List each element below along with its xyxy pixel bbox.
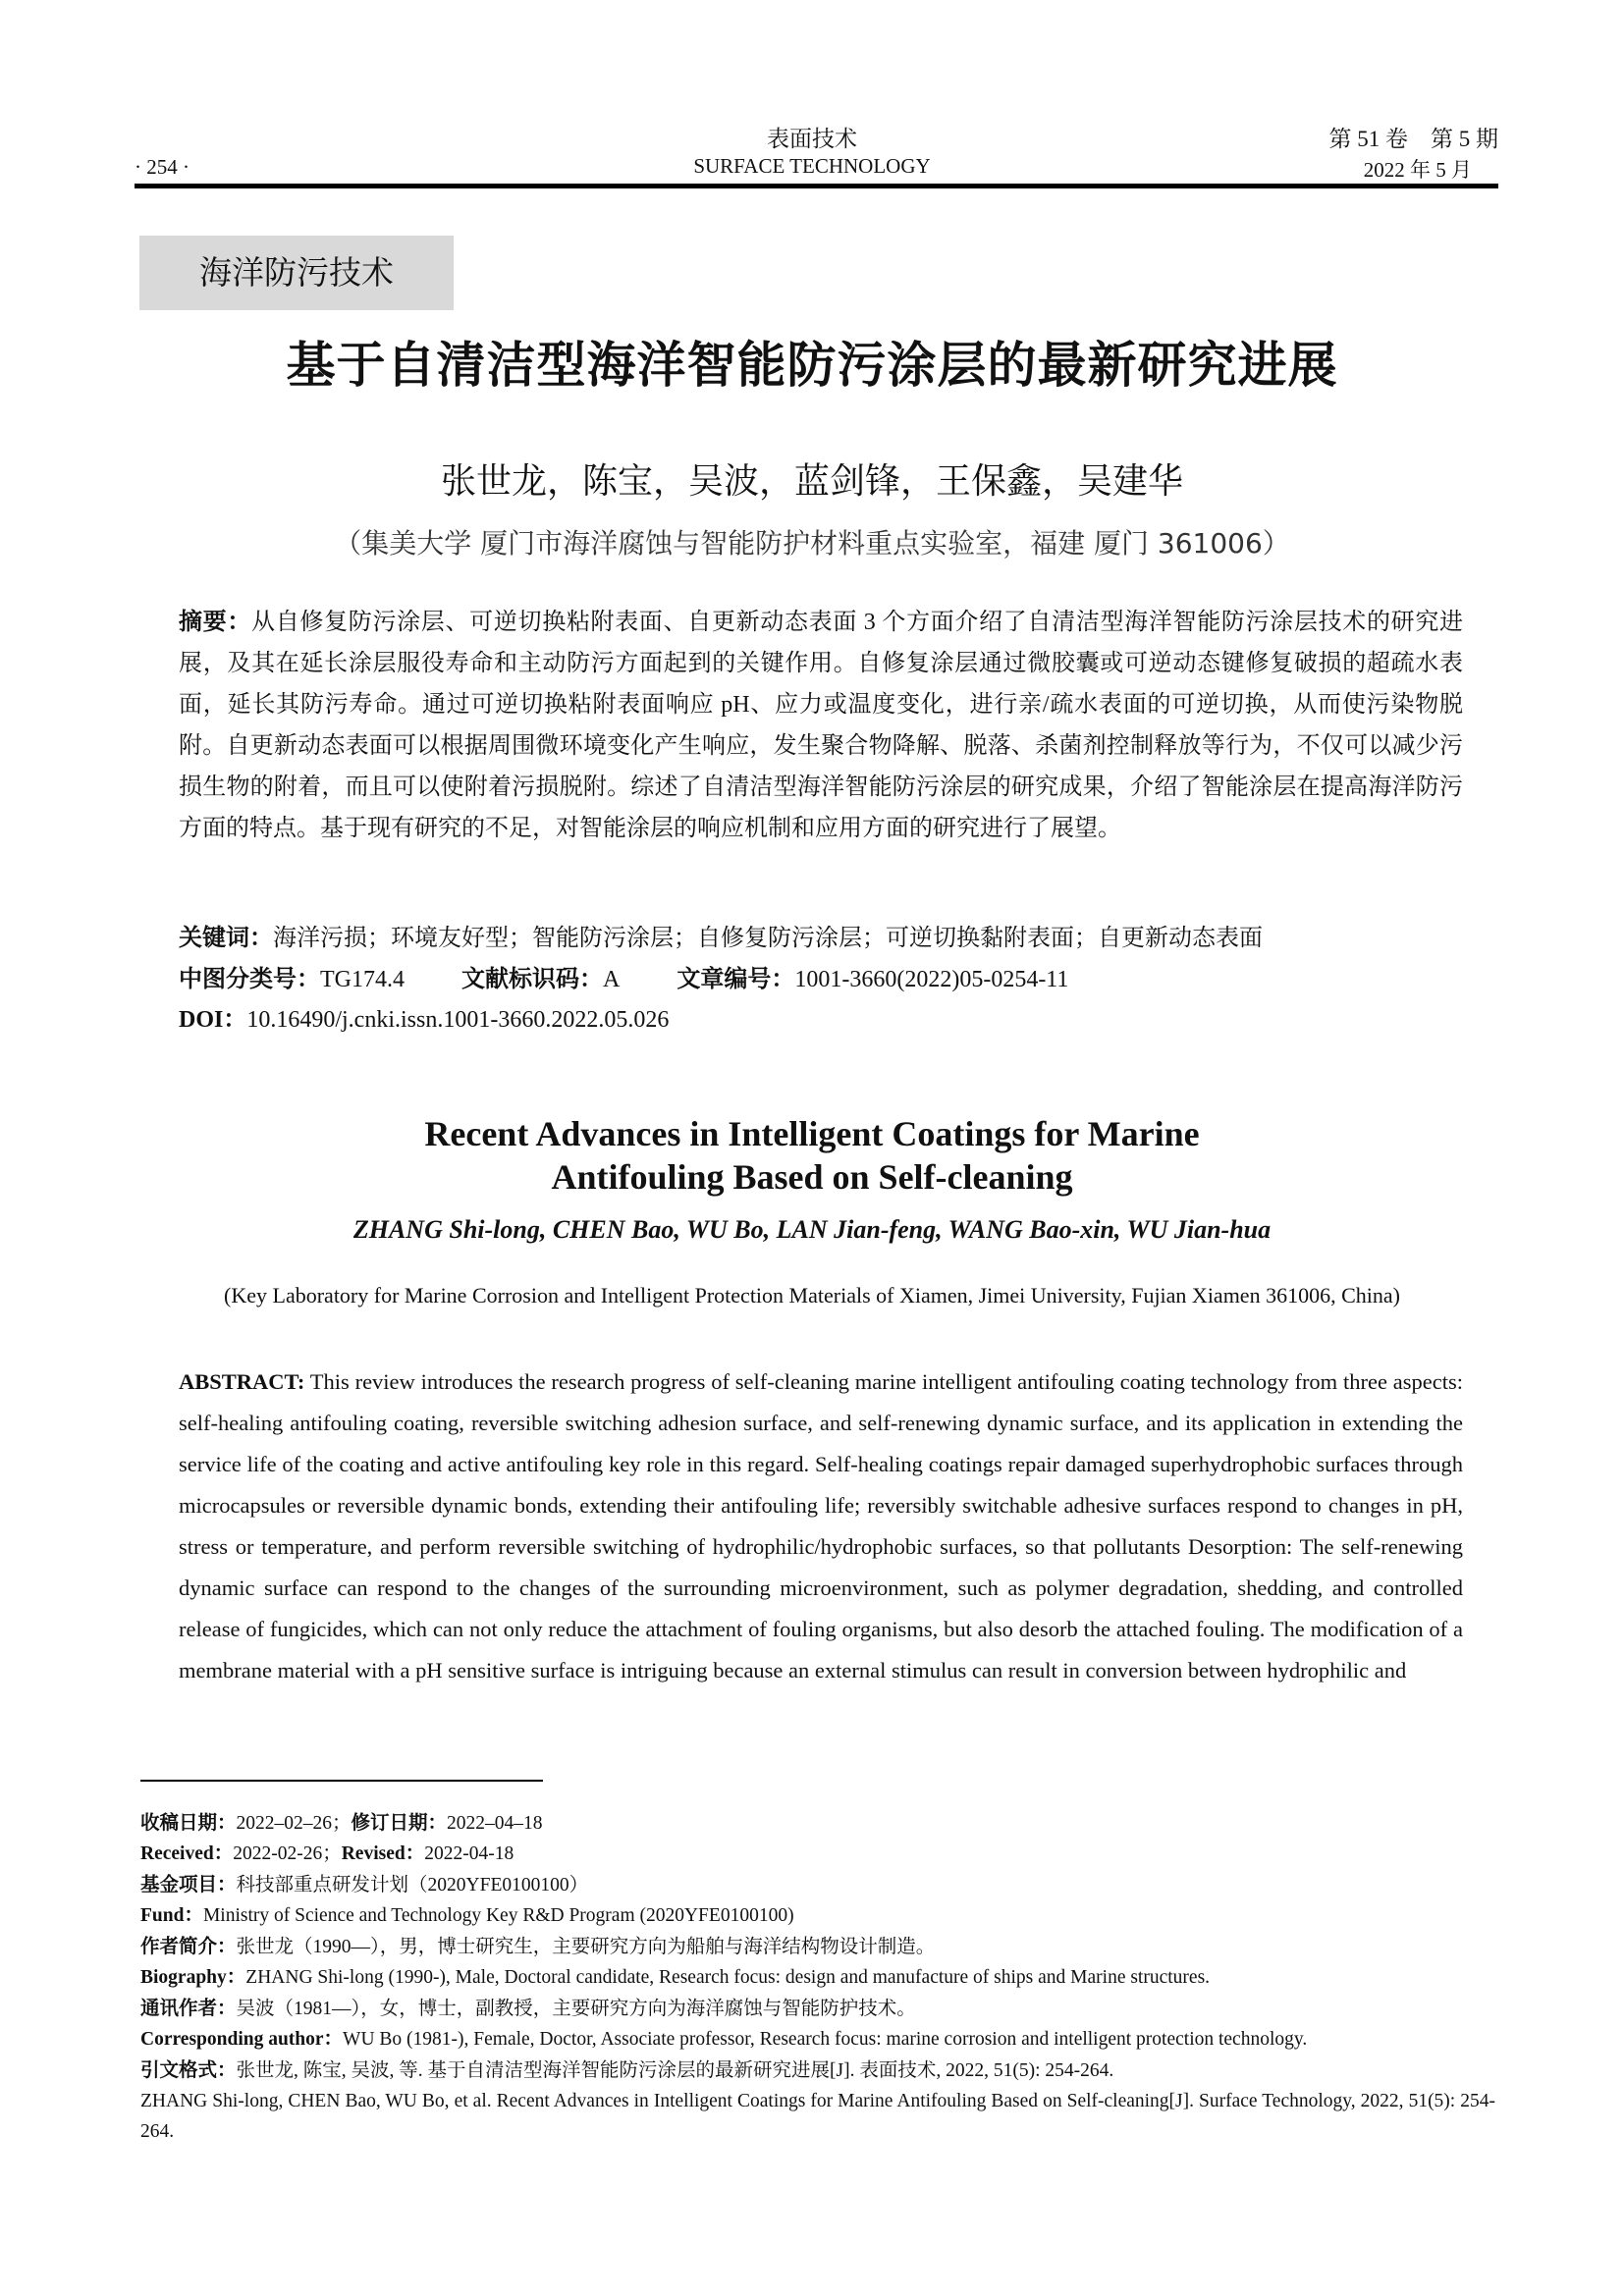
section-tag: 海洋防污技术	[139, 236, 454, 310]
corr-cn-label: 通讯作者：	[140, 1997, 237, 2019]
keywords-text-cn: 海洋污损；环境友好型；智能防污涂层；自修复防污涂层；可逆切换黏附表面；自更新动态表面	[273, 926, 1263, 951]
title-line-1: Recent Advances in Intelligent Coatings for Marine	[424, 1114, 1200, 1153]
bio-en-label: Biography：	[140, 1967, 246, 1988]
keywords-label-cn: 关键词：	[179, 924, 273, 951]
paper-title-cn: 基于自清洁型海洋智能防污涂层的最新研究进展	[286, 337, 1338, 394]
doc-code-value: A	[603, 967, 621, 992]
paper-title-en	[0, 1112, 1624, 1199]
affiliation-cn: （集美大学 厦门市海洋腐蚀与智能防护材料重点实验室，福建 厦门 361006）	[334, 527, 1290, 560]
clc-label: 中图分类号：	[179, 965, 320, 992]
abstract-label-cn: 摘要：	[179, 608, 252, 635]
clc-value: TG174.4	[320, 967, 405, 992]
volume-issue: 第 51 卷 第 5 期	[1328, 127, 1498, 151]
abstract-label-en: ABSTRACT:	[179, 1369, 305, 1394]
header-rule	[135, 184, 1498, 188]
issue-date: 2022 年 5 月	[1363, 158, 1472, 182]
fund-cn-label: 基金项目：	[140, 1873, 237, 1896]
fund-cn-value: 科技部重点研发计划（2020YFE0100100）	[236, 1875, 589, 1896]
cite-cn	[140, 2055, 1495, 2086]
received-en-label: Received：	[140, 1843, 234, 1864]
doi-value: 10.16490/j.cnki.issn.1001-3660.2022.05.026	[246, 1007, 670, 1033]
journal-name-cn: 表面技术	[767, 127, 857, 151]
article-no-value: 1001-3660(2022)05-0254-11	[794, 967, 1069, 992]
received-cn-label: 收稿日期：	[140, 1811, 237, 1834]
affiliation-en: (Key Laboratory for Marine Corrosion and Intelligent Protection Materials of Xiamen, Jimei University, Fujian Xiamen 361006, China)	[224, 1283, 1400, 1308]
corr-en-label: Corresponding author：	[140, 2029, 344, 2050]
keywords-cn	[179, 917, 1463, 959]
bio-en-value: ZHANG Shi-long (1990-), Male, Doctoral candidate, Research focus: design and manufacture of ships and Marine structures.	[245, 1967, 1211, 1988]
received-en	[140, 1839, 1495, 1869]
revised-en-label: Revised：	[341, 1843, 425, 1864]
title-line-2: Antifouling Based on Self-cleaning	[551, 1157, 1073, 1197]
journal-name-en: SURFACE TECHNOLOGY	[693, 154, 931, 178]
footnotes	[140, 1807, 1495, 2147]
classification-row	[179, 958, 1068, 1000]
bio-cn	[140, 1931, 1495, 1962]
received-cn-value: 2022–02–26；	[236, 1813, 352, 1834]
corr-en	[140, 2024, 1495, 2055]
fund-en	[140, 1900, 1495, 1931]
doc-code-label: 文献标识码：	[461, 965, 603, 992]
fund-en-value: Ministry of Science and Technology Key R&D Program (2020YFE0100100)	[202, 1905, 794, 1926]
abstract-en	[179, 1362, 1463, 1691]
cite-cn-label: 引文格式：	[140, 2058, 237, 2081]
authors-cn: 张世龙，陈宝，吴波，蓝剑锋，王保鑫，吴建华	[440, 461, 1183, 502]
footnote-rule	[140, 1780, 543, 1782]
bio-cn-value: 张世龙（1990—），男，博士研究生，主要研究方向为船舶与海洋结构物设计制造。	[236, 1937, 936, 1957]
received-en-value: 2022-02-26；	[233, 1843, 342, 1864]
revised-cn-value: 2022–04–18	[447, 1813, 543, 1834]
fund-cn	[140, 1869, 1495, 1900]
article-no-label: 文章编号：	[677, 965, 795, 992]
doi-row	[179, 999, 669, 1041]
authors-en: ZHANG Shi-long, CHEN Bao, WU Bo, LAN Jian-feng, WANG Bao-xin, WU Jian-hua	[352, 1215, 1272, 1244]
corr-cn	[140, 1993, 1495, 2024]
received-cn	[140, 1807, 1495, 1839]
abstract-text-en: This review introduces the research progress of self-cleaning marine intelligent antifouling coating technology from three aspects: self-healing antifouling coating, reversible switching adhesion surface, and self-renewing dynamic surface, and its application in extending the service life of the coating and active antifouling key role in this regard. Self-healing coatings repair damaged superhydrophobic surfaces through microcapsules or reversible dynamic bonds, extending their antifouling life; reversibly switchable adhesive surfaces respond to changes in pH, stress or temperature, and perform reversible switching of hydrophilic/hydrophobic surfaces, so that pollutants Desorption: The self-renewing dynamic surface can respond to the changes of the surrounding microenvironment, such as polymer degradation, shedding, and controlled release of fungicides, which can not only reduce the attachment of fouling organisms, but also desorb the attached fouling. The modification of a membrane material with a pH sensitive surface is intriguing because an external stimulus can result in conversion between hydrophilic and	[179, 1369, 1463, 1682]
cite-cn-value: 张世龙, 陈宝, 吴波, 等. 基于自清洁型海洋智能防污涂层的最新研究进展[J]. 表面技术, 2022, 51(5): 254-264.	[236, 2060, 1114, 2081]
cite-en: ZHANG Shi-long, CHEN Bao, WU Bo, et al. Recent Advances in Intelligent Coatings for Marine Antifouling Based on Self-cleaning[J]. Surface Technology, 2022, 51(5): 254-264.	[140, 2091, 1495, 2142]
abstract-cn	[179, 601, 1463, 849]
revised-en-value: 2022-04-18	[424, 1843, 514, 1864]
corr-cn-value: 吴波（1981—），女，博士，副教授，主要研究方向为海洋腐蚀与智能防护技术。	[236, 1999, 916, 2019]
bio-en	[140, 1962, 1495, 1993]
bio-cn-label: 作者简介：	[140, 1935, 237, 1957]
abstract-text-cn: 从自修复防污涂层、可逆切换粘附表面、自更新动态表面 3 个方面介绍了自清洁型海洋智能防污涂层技术的研究进展，及其在延长涂层服役寿命和主动防污方面起到的关键作用。自修复涂层通过微胶囊或可逆动态键修复破损的超疏水表面，延长其防污寿命。通过可逆切换粘附表面响应 pH、应力或温度变化，进行亲/疏水表面的可逆切换，从而使污染物脱附。自更新动态表面可以根据周围微环境变化产生响应，发生聚合物降解、脱落、杀菌剂控制释放等行为，不仅可以减少污损生物的附着，而且可以使附着污损脱附。综述了自清洁型海洋智能防污涂层的研究成果，介绍了智能涂层在提高海洋防污方面的特点。基于现有研究的不足，对智能涂层的响应机制和应用方面的研究进行了展望。	[179, 610, 1464, 841]
revised-cn-label: 修订日期：	[351, 1811, 448, 1834]
page-number: · 254 ·	[135, 155, 189, 179]
corr-en-value: WU Bo (1981-), Female, Doctor, Associate professor, Research focus: marine corrosion and intelligent protection technology.	[343, 2029, 1308, 2050]
doi-label: DOI：	[179, 1007, 247, 1033]
fund-en-label: Fund：	[140, 1905, 203, 1926]
